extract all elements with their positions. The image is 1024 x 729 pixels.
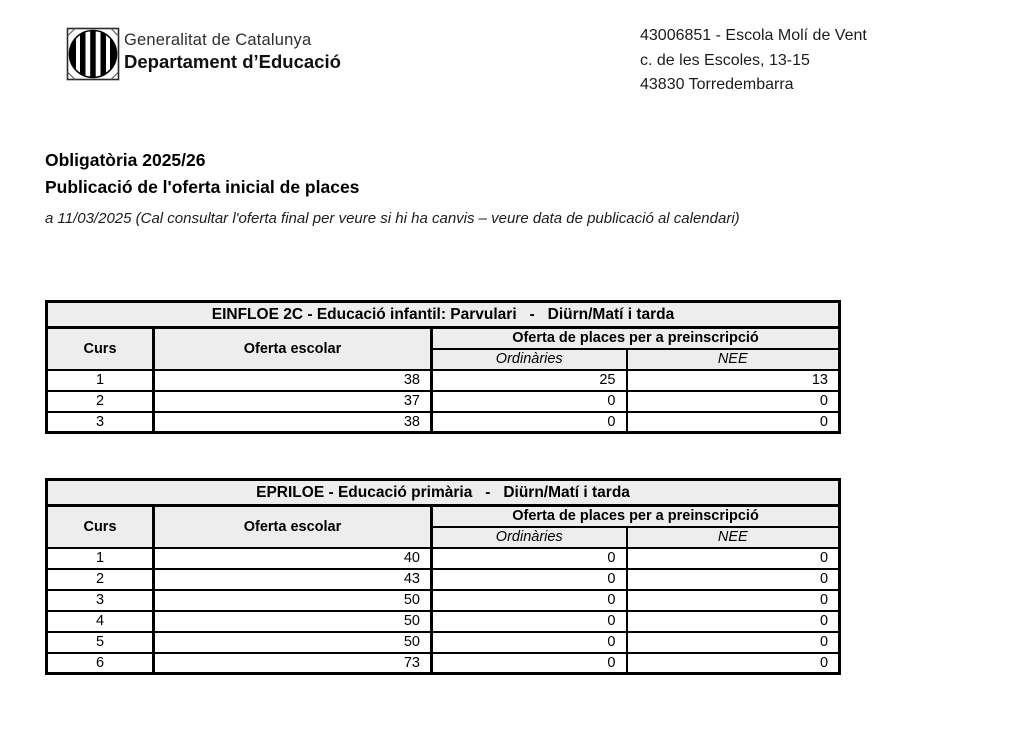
cell-nee: 0 (627, 412, 840, 433)
cell-nee: 0 (627, 653, 840, 674)
cell-ordinaries: 0 (432, 632, 627, 653)
cell-curs: 2 (47, 569, 154, 590)
cell-ordinaries: 0 (432, 653, 627, 674)
table-row (47, 632, 840, 653)
cell-ordinaries: 0 (432, 611, 627, 632)
table-row (47, 412, 840, 433)
cell-ordinaries: 0 (432, 391, 627, 412)
column-header-nee: NEE (627, 527, 840, 548)
school-street: c. de les Escoles, 13-15 (640, 51, 810, 69)
cell-nee: 0 (627, 548, 840, 569)
cell-nee: 0 (627, 632, 840, 653)
column-header-preinscripcio-group: Oferta de places per a preinscripció (432, 506, 840, 527)
doc-title-publication: Publicació de l'oferta inicial de places (45, 177, 360, 197)
cell-curs: 1 (47, 370, 154, 391)
generalitat-catalunya-logo-icon (66, 27, 120, 81)
column-header-ordinaries: Ordinàries (432, 349, 627, 370)
cell-oferta-escolar: 40 (154, 548, 432, 569)
brand-name: Generalitat de Catalunya (124, 31, 312, 49)
table-row (47, 611, 840, 632)
table-row (47, 569, 840, 590)
table-row (47, 548, 840, 569)
offer-table-primaria (45, 478, 841, 675)
column-header-nee: NEE (627, 349, 840, 370)
cell-curs: 1 (47, 548, 154, 569)
letterhead-brand (124, 31, 341, 73)
cell-ordinaries: 25 (432, 370, 627, 391)
cell-curs: 6 (47, 653, 154, 674)
cell-curs: 5 (47, 632, 154, 653)
offer-table-infantil (45, 300, 841, 434)
column-header-oferta-escolar: Oferta escolar (154, 506, 432, 548)
cell-ordinaries: 0 (432, 412, 627, 433)
brand-department: Departament d’Educació (124, 51, 341, 73)
cell-ordinaries: 0 (432, 590, 627, 611)
cell-curs: 4 (47, 611, 154, 632)
table-row (47, 391, 840, 412)
column-header-curs: Curs (47, 328, 154, 370)
column-header-curs: Curs (47, 506, 154, 548)
cell-nee: 0 (627, 611, 840, 632)
school-city: 43830 Torredembarra (640, 76, 794, 93)
cell-oferta-escolar: 50 (154, 632, 432, 653)
column-header-ordinaries: Ordinàries (432, 527, 627, 548)
school-code-name: 43006851 - Escola Molí de Vent (640, 27, 867, 44)
table-row (47, 370, 840, 391)
cell-oferta-escolar: 73 (154, 653, 432, 674)
cell-oferta-escolar: 38 (154, 412, 432, 433)
cell-oferta-escolar: 43 (154, 569, 432, 590)
cell-oferta-escolar: 50 (154, 590, 432, 611)
table-row (47, 653, 840, 674)
table-title: EINFLOE 2C - Educació infantil: Parvulari - Diürn/Matí i tarda (47, 302, 840, 328)
school-address-block (640, 24, 867, 98)
column-header-oferta-escolar: Oferta escolar (154, 328, 432, 370)
cell-nee: 0 (627, 569, 840, 590)
cell-oferta-escolar: 50 (154, 611, 432, 632)
cell-nee: 0 (627, 391, 840, 412)
cell-ordinaries: 0 (432, 569, 627, 590)
table-row (47, 590, 840, 611)
cell-curs: 3 (47, 590, 154, 611)
cell-curs: 2 (47, 391, 154, 412)
table-title: EPRILOE - Educació primària - Diürn/Matí i tarda (47, 480, 840, 506)
cell-curs: 3 (47, 412, 154, 433)
column-header-preinscripcio-group: Oferta de places per a preinscripció (432, 328, 840, 349)
cell-nee: 13 (627, 370, 840, 391)
doc-note: a 11/03/2025 (Cal consultar l'oferta final per veure si hi ha canvis – veure data de publicació al calendari) (45, 210, 740, 227)
cell-ordinaries: 0 (432, 548, 627, 569)
cell-oferta-escolar: 37 (154, 391, 432, 412)
doc-title-stage: Obligatòria 2025/26 (45, 150, 206, 170)
document-titles (45, 147, 995, 227)
cell-nee: 0 (627, 590, 840, 611)
cell-oferta-escolar: 38 (154, 370, 432, 391)
